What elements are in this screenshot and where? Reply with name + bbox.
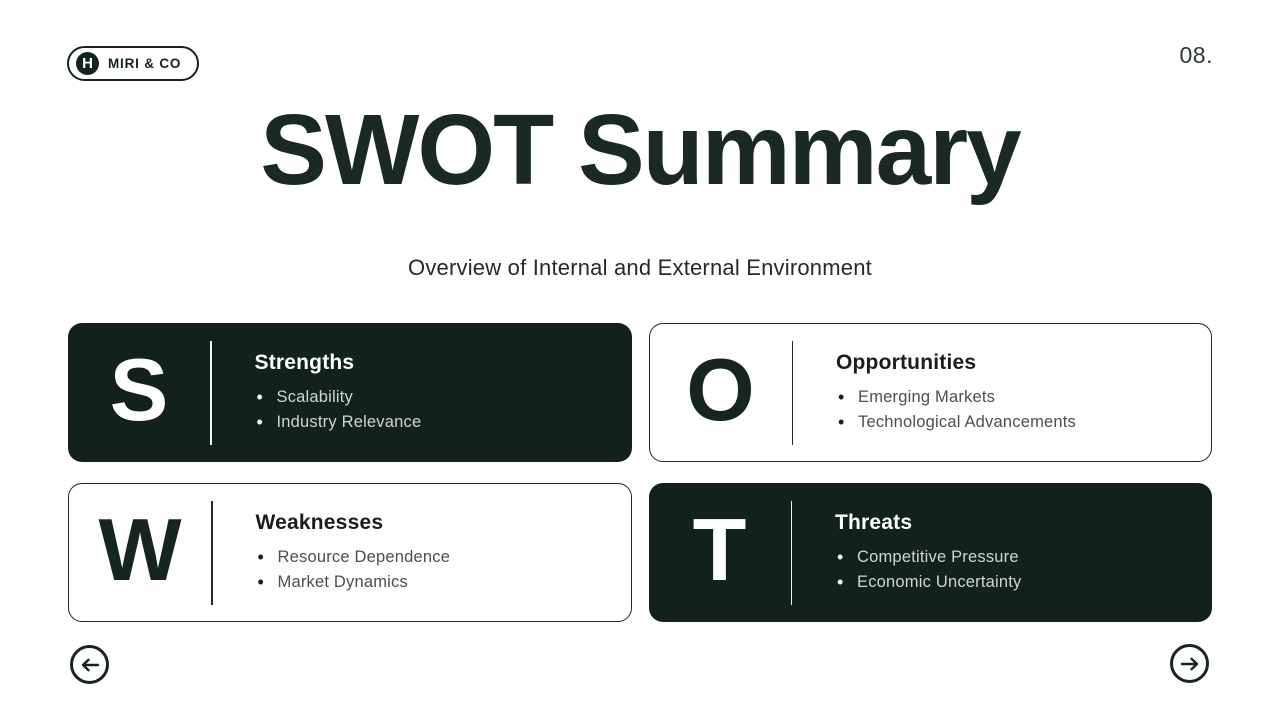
card-threats: [649, 483, 1213, 622]
card-heading-strengths: Strengths: [254, 350, 355, 374]
bullet-item: • Industry Relevance: [255, 410, 620, 435]
card-bullet-list: [835, 545, 1200, 595]
card-opportunities: [649, 323, 1213, 462]
card-letter-o: O: [686, 339, 755, 439]
card-bullet-list: [836, 385, 1199, 435]
next-slide-button[interactable]: [1170, 644, 1209, 683]
bullet-item: • Competitive Pressure: [835, 545, 1200, 570]
card-content: [213, 484, 631, 621]
card-heading-opportunities: Opportunities: [836, 350, 977, 374]
page-title: SWOT Summary: [260, 94, 1020, 206]
bullet-item: • Emerging Markets: [836, 385, 1199, 410]
company-logo: [67, 46, 199, 81]
card-letter-t: T: [692, 499, 747, 599]
card-bullet-list: [256, 545, 619, 595]
bullet-item: • Resource Dependence: [256, 545, 619, 570]
arrow-left-icon: [80, 658, 100, 672]
card-heading-threats: Threats: [835, 510, 913, 534]
page-subtitle: Overview of Internal and External Environment: [408, 255, 872, 280]
card-letter-s: S: [109, 339, 169, 439]
card-letter-w: W: [98, 499, 182, 599]
card-strengths: [68, 323, 632, 462]
company-name: MIRI & CO: [108, 56, 182, 71]
swot-grid: [68, 323, 1212, 622]
card-heading-weaknesses: Weaknesses: [255, 510, 384, 534]
bullet-item: • Scalability: [255, 385, 620, 410]
bullet-item: • Technological Advancements: [836, 410, 1199, 435]
card-content: [212, 323, 632, 462]
card-content: [793, 324, 1211, 461]
bullet-item: • Economic Uncertainty: [835, 570, 1200, 595]
previous-slide-button[interactable]: [70, 645, 109, 684]
card-bullet-list: [255, 385, 620, 435]
bullet-item: • Market Dynamics: [256, 570, 619, 595]
page-number: 08.: [1179, 42, 1213, 68]
logo-monogram-icon: H: [76, 52, 99, 75]
card-content: [792, 483, 1212, 622]
card-weaknesses: [68, 483, 632, 622]
arrow-right-icon: [1180, 657, 1200, 671]
